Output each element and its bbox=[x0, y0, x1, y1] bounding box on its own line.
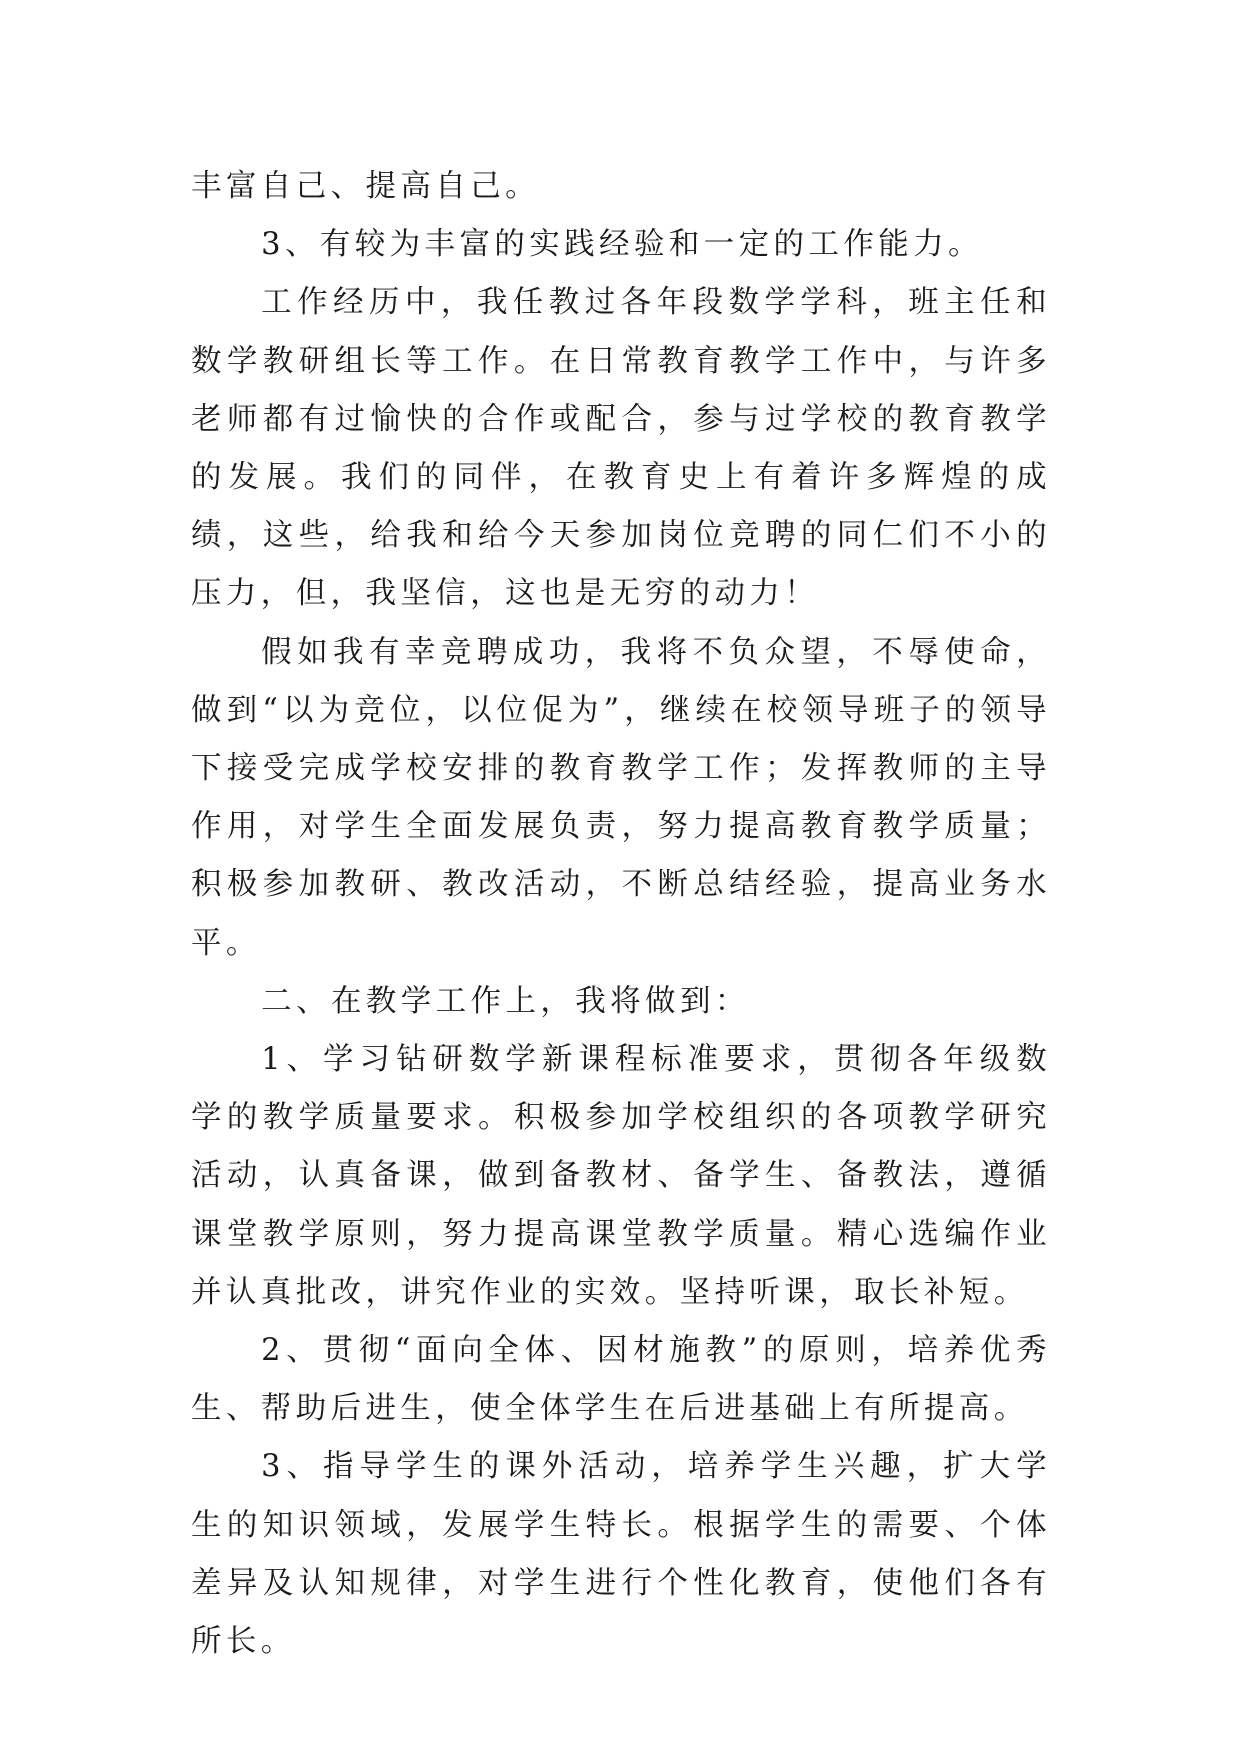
document-body bbox=[191, 158, 1051, 1671]
paragraph-practice-experience: 3、有较为丰富的实践经验和一定的工作能力。 bbox=[261, 227, 983, 263]
paragraph-item-3: 3、指导学生的课外活动，培养学生兴趣，扩大学生的知识领域，发展学生特长。根据学生的需要、个体差异及认知规律，对学生进行个性化教育，使他们各有所长。 bbox=[191, 1449, 1051, 1660]
paragraph-item-2: 2、贯彻“面向全体、因材施教”的原则，培养优秀生、帮助后进生，使全体学生在后进基础上有所提高。 bbox=[191, 1333, 1051, 1427]
section-heading-teaching-work: 二、在教学工作上，我将做到： bbox=[261, 983, 750, 1019]
paragraph-continuation: 丰富自己、提高自己。 bbox=[191, 169, 540, 204]
paragraph-commitment: 假如我有幸竞聘成功，我将不负众望，不辱使命，做到“以为竞位，以位促为”，继续在校领导班子的领导下接受完成学校安排的教育教学工作；发挥教师的主导作用，对学生全面发展负责，努力提高教育教学质量；积极参加教研、教改活动，不断总结经验，提高业务水平。 bbox=[191, 634, 1051, 961]
paragraph-item-1: 1、学习钻研数学新课程标准要求，贯彻各年级数学的教学质量要求。积极参加学校组织的各项教学研究活动，认真备课，做到备教材、备学生、备教法，遵循课堂教学原则，努力提高课堂教学质量。精心选编作业并认真批改，讲究作业的实效。坚持听课，取长补短。 bbox=[191, 1042, 1051, 1310]
paragraph-work-history: 工作经历中，我任教过各年段数学学科，班主任和数学教研组长等工作。在日常教育教学工作中，与许多老师都有过愉快的合作或配合，参与过学校的教育教学的发展。我们的同伴，在教育史上有着许多辉煌的成绩，这些，给我和给今天参加岗位竞聘的同仁们不小的压力，但，我坚信，这也是无穷的动力！ bbox=[191, 285, 1051, 612]
